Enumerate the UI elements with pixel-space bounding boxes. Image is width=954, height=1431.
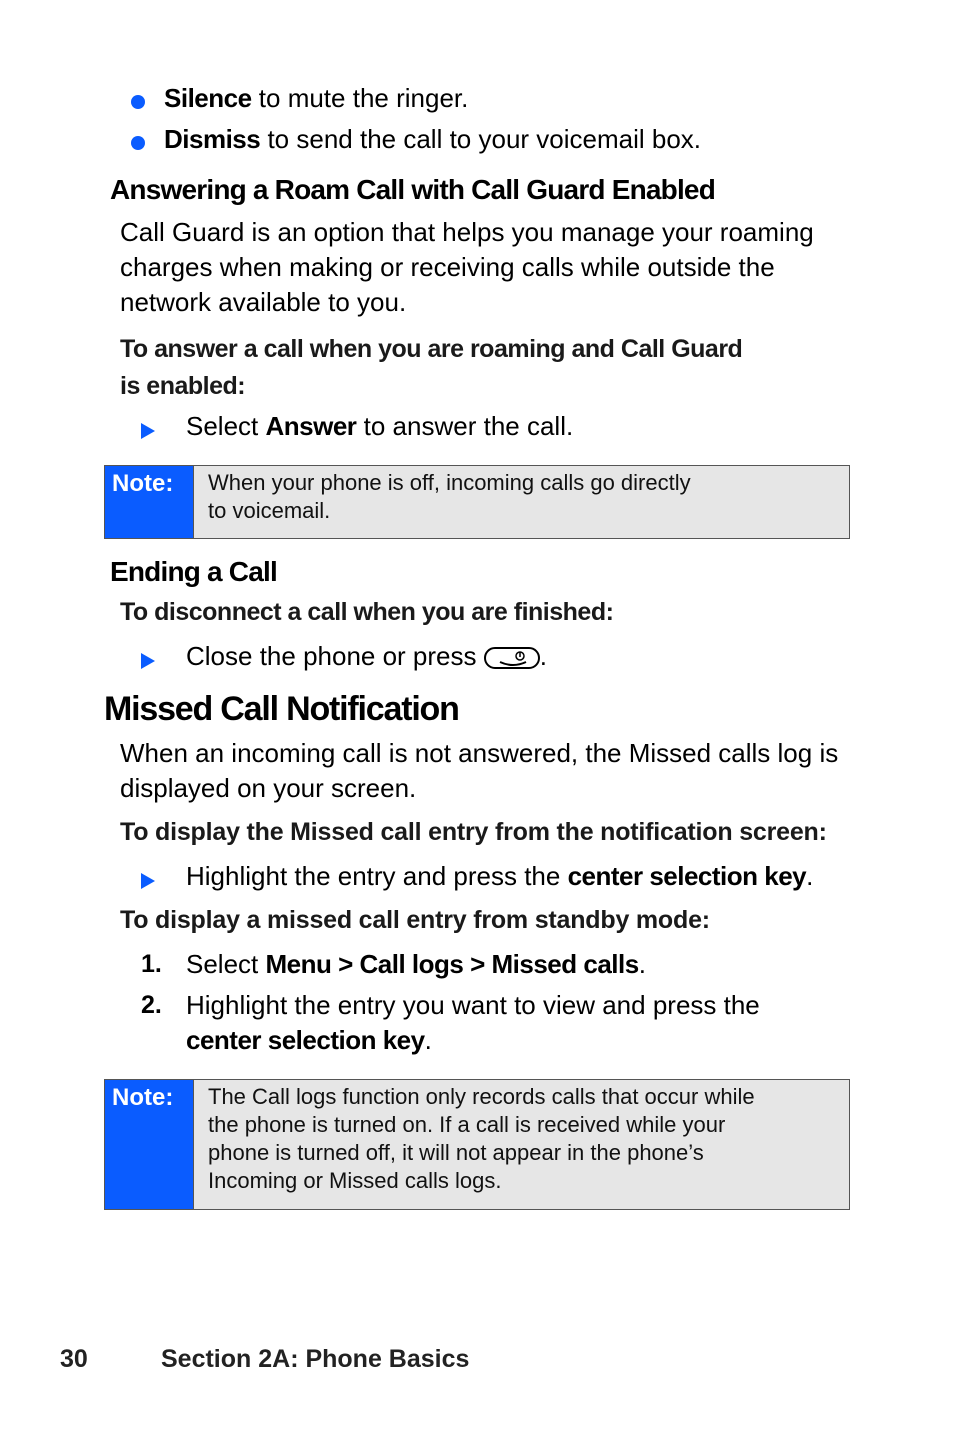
bullet-dismiss xyxy=(164,122,701,157)
end-key-icon xyxy=(484,647,540,669)
paragraph-line: charges when making or receiving calls while outside the xyxy=(120,252,775,282)
paragraph-line: Call Guard is an option that helps you manage your roaming xyxy=(120,217,814,247)
note-text xyxy=(194,466,849,538)
missed-procedure-2: To display a missed call entry from standby mode: xyxy=(120,906,710,934)
roam-paragraph xyxy=(120,215,814,320)
bullet-silence xyxy=(164,81,468,116)
paragraph-line: When an incoming call is not answered, the Missed calls log is xyxy=(120,738,839,768)
bullet-bold: Dismiss xyxy=(164,124,261,154)
step-bold: center selection key xyxy=(186,1025,425,1055)
procedure-line: To answer a call when you are roaming and Call Guard xyxy=(120,335,743,363)
step-period: . xyxy=(539,641,547,671)
roam-procedure xyxy=(120,331,742,405)
ending-step xyxy=(186,639,547,674)
note-line: to voicemail. xyxy=(208,498,331,523)
note-line: When your phone is off, incoming calls go directly xyxy=(208,470,691,495)
bullet-text: to mute the ringer. xyxy=(251,83,469,113)
missed-heading: Missed Call Notification xyxy=(104,690,459,728)
paragraph-line: network available to you. xyxy=(120,287,407,317)
step-text: . xyxy=(424,1025,432,1055)
section-title: Section 2A: Phone Basics xyxy=(161,1345,470,1373)
step-bold: center selection key xyxy=(567,861,807,891)
step-text: Highlight the entry you want to view and press the xyxy=(186,990,760,1020)
step-text: Select xyxy=(186,949,266,979)
step-arrow-icon xyxy=(141,873,155,889)
ending-procedure: To disconnect a call when you are finished: xyxy=(120,598,614,626)
bullet-bold: Silence xyxy=(164,83,252,113)
bullet-dot xyxy=(131,95,145,109)
step-bold: Answer xyxy=(265,411,357,441)
ending-heading: Ending a Call xyxy=(110,556,277,587)
step-arrow-icon xyxy=(141,423,155,439)
step-bold: Menu > Call logs > Missed calls xyxy=(265,949,639,979)
note-text xyxy=(194,1080,849,1209)
missed-procedure-1: To display the Missed call entry from the notification screen: xyxy=(120,818,827,846)
roam-step xyxy=(186,409,573,444)
page-number: 30 xyxy=(60,1345,88,1373)
paragraph-line: displayed on your screen. xyxy=(120,773,417,803)
note-label: Note: xyxy=(105,1080,194,1209)
numbered-step-1 xyxy=(186,947,646,982)
missed-paragraph xyxy=(120,736,838,806)
bullet-dot xyxy=(131,136,145,150)
step-text: to answer the call. xyxy=(356,411,574,441)
step-number: 2. xyxy=(141,991,162,1019)
bullet-text: to send the call to your voicemail box. xyxy=(260,124,702,154)
step-number: 1. xyxy=(141,950,162,978)
missed-step-1 xyxy=(186,859,813,894)
procedure-line: is enabled: xyxy=(120,372,246,400)
step-text: . xyxy=(638,949,646,979)
note-line: Incoming or Missed calls logs. xyxy=(208,1168,502,1193)
step-arrow-icon xyxy=(141,653,155,669)
note-box xyxy=(104,1079,850,1210)
step-text: Select xyxy=(186,411,266,441)
note-line: The Call logs function only records calls that occur while xyxy=(208,1084,755,1109)
roam-heading: Answering a Roam Call with Call Guard Enabled xyxy=(110,174,716,205)
note-box xyxy=(104,465,850,539)
step-text: Close the phone or press xyxy=(186,641,477,671)
note-line: the phone is turned on. If a call is received while your xyxy=(208,1112,726,1137)
step-text: . xyxy=(806,861,814,891)
step-text: Highlight the entry and press the xyxy=(186,861,568,891)
note-line: phone is turned off, it will not appear in the phone’s xyxy=(208,1140,704,1165)
numbered-step-2 xyxy=(186,988,760,1058)
note-label: Note: xyxy=(105,466,194,538)
